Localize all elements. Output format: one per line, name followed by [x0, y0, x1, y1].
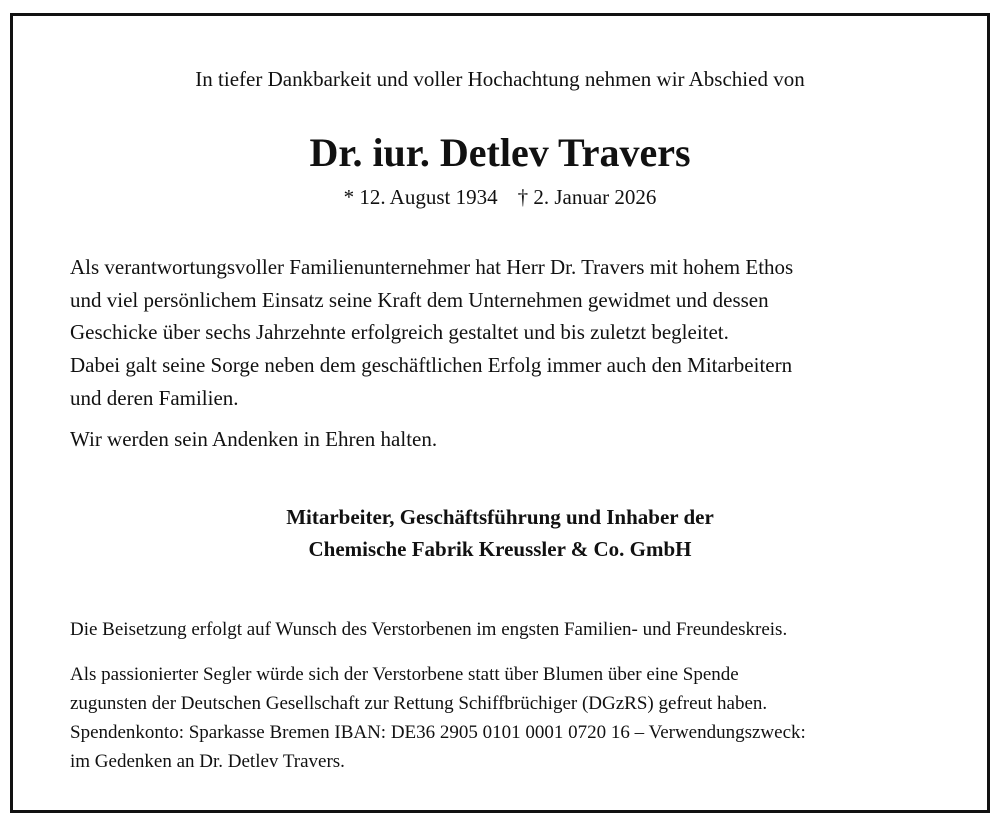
tribute-line: und deren Familien. [70, 386, 239, 410]
deceased-name: Dr. iur. Detlev Travers [309, 130, 691, 175]
donation-line: zugunsten der Deutschen Gesellschaft zur Rettung Schiffbrüchiger (DGzRS) gefreut haben. [70, 693, 768, 714]
tribute-line: und viel persönlichem Einsatz seine Kraft dem Unternehmen gewidmet und dessen [70, 288, 769, 312]
donation-line: im Gedenken an Dr. Detlev Travers. [70, 751, 345, 772]
donation-line: Als passionierter Segler würde sich der Verstorbene statt über Blumen über eine Spende [70, 664, 739, 685]
remembrance-text: Wir werden sein Andenken in Ehren halten. [70, 427, 438, 451]
tribute-line: Geschicke über sechs Jahrzehnte erfolgreich gestaltet und bis zuletzt begleitet. [70, 320, 729, 344]
intro-text: In tiefer Dankbarkeit und voller Hochachtung nehmen wir Abschied von [195, 67, 805, 91]
signers-line: Mitarbeiter, Geschäftsführung und Inhaber der [286, 505, 714, 529]
tribute-line: Als verantwortungsvoller Familienunternehmer hat Herr Dr. Travers mit hohem Ethos [70, 255, 794, 279]
funeral-note: Die Beisetzung erfolgt auf Wunsch des Verstorbenen im engsten Familien- und Freundeskreis. [70, 619, 788, 640]
company-name: Chemische Fabrik Kreussler & Co. GmbH [308, 537, 692, 561]
tribute-line: Dabei galt seine Sorge neben dem geschäftlichen Erfolg immer auch den Mitarbeitern [70, 353, 793, 377]
birth-date: * 12. August 1934 [343, 185, 498, 209]
life-dates [0, 185, 1000, 210]
death-date: † 2. Januar 2026 [517, 185, 657, 209]
donation-line: Spendenkonto: Sparkasse Bremen IBAN: DE36 2905 0101 0001 0720 16 – Verwendungszweck: [70, 722, 806, 743]
